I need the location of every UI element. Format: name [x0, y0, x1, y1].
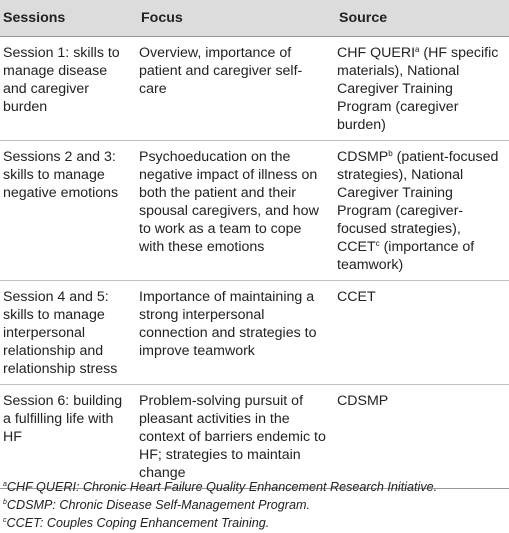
source-text: CDSMP: [337, 393, 389, 409]
cell-session: Sessions 2 and 3: skills to manage negative emotions: [0, 141, 137, 281]
table-body: [0, 37, 509, 489]
footnote-text: CHF QUERI: Chronic Heart Failure Quality Enhancement Research Initiative.: [6, 480, 438, 494]
footnote: [3, 478, 437, 496]
source-text: (HF specific materials), National Caregiver Training Program (caregiver burden): [337, 45, 499, 133]
source-text: (patient-focused strategies), National Caregiver Training Program (caregiver-focused strategies), CCET: [337, 149, 499, 255]
footnote-marker: a: [415, 45, 420, 54]
cell-session: Session 6: building a fulfilling life with HF: [0, 385, 137, 489]
footnote-text: CDSMP: Chronic Disease Self-Management Program.: [6, 498, 310, 512]
cell-source: [335, 37, 509, 141]
source-text: CDSMP: [337, 149, 389, 165]
source-text: CCET: [337, 289, 376, 305]
footnote-mark: a: [3, 481, 7, 488]
cell-focus: Problem-solving pursuit of pleasant activities in the context of barriers endemic to HF; strategies to maintain change: [137, 385, 335, 489]
table-row: [0, 385, 509, 489]
cell-source: [335, 141, 509, 281]
cell-source: [335, 281, 509, 385]
cell-focus: Importance of maintaining a strong interpersonal connection and strategies to improve teamwork: [137, 281, 335, 385]
footnote-marker: b: [388, 149, 393, 158]
table-row: [0, 141, 509, 281]
footnote: [3, 496, 437, 514]
footnote-mark: c: [3, 517, 7, 524]
cell-focus: Psychoeducation on the negative impact of illness on both the patient and their spousal caregivers, and how to work as a team to cope with these emotions: [137, 141, 335, 281]
footnote: [3, 514, 437, 532]
source-text: (importance of teamwork): [337, 239, 475, 273]
table-row: [0, 37, 509, 141]
table-header: [0, 0, 509, 37]
footnote-mark: b: [3, 499, 7, 506]
header-focus: Focus: [137, 0, 335, 37]
footnote-text: CCET: Couples Coping Enhancement Training.: [6, 516, 270, 530]
header-sessions: Sessions: [0, 0, 137, 37]
cell-session: Session 4 and 5: skills to manage interpersonal relationship and relationship stress: [0, 281, 137, 385]
table-row: [0, 281, 509, 385]
header-source: Source: [335, 0, 509, 37]
cell-source: [335, 385, 509, 489]
source-text: CHF QUERI: [337, 45, 416, 61]
footnotes: [3, 478, 437, 532]
header-row: [0, 0, 509, 37]
cell-focus: Overview, importance of patient and caregiver self-care: [137, 37, 335, 141]
footnote-marker: c: [375, 239, 380, 248]
cell-session: Session 1: skills to manage disease and caregiver burden: [0, 37, 137, 141]
